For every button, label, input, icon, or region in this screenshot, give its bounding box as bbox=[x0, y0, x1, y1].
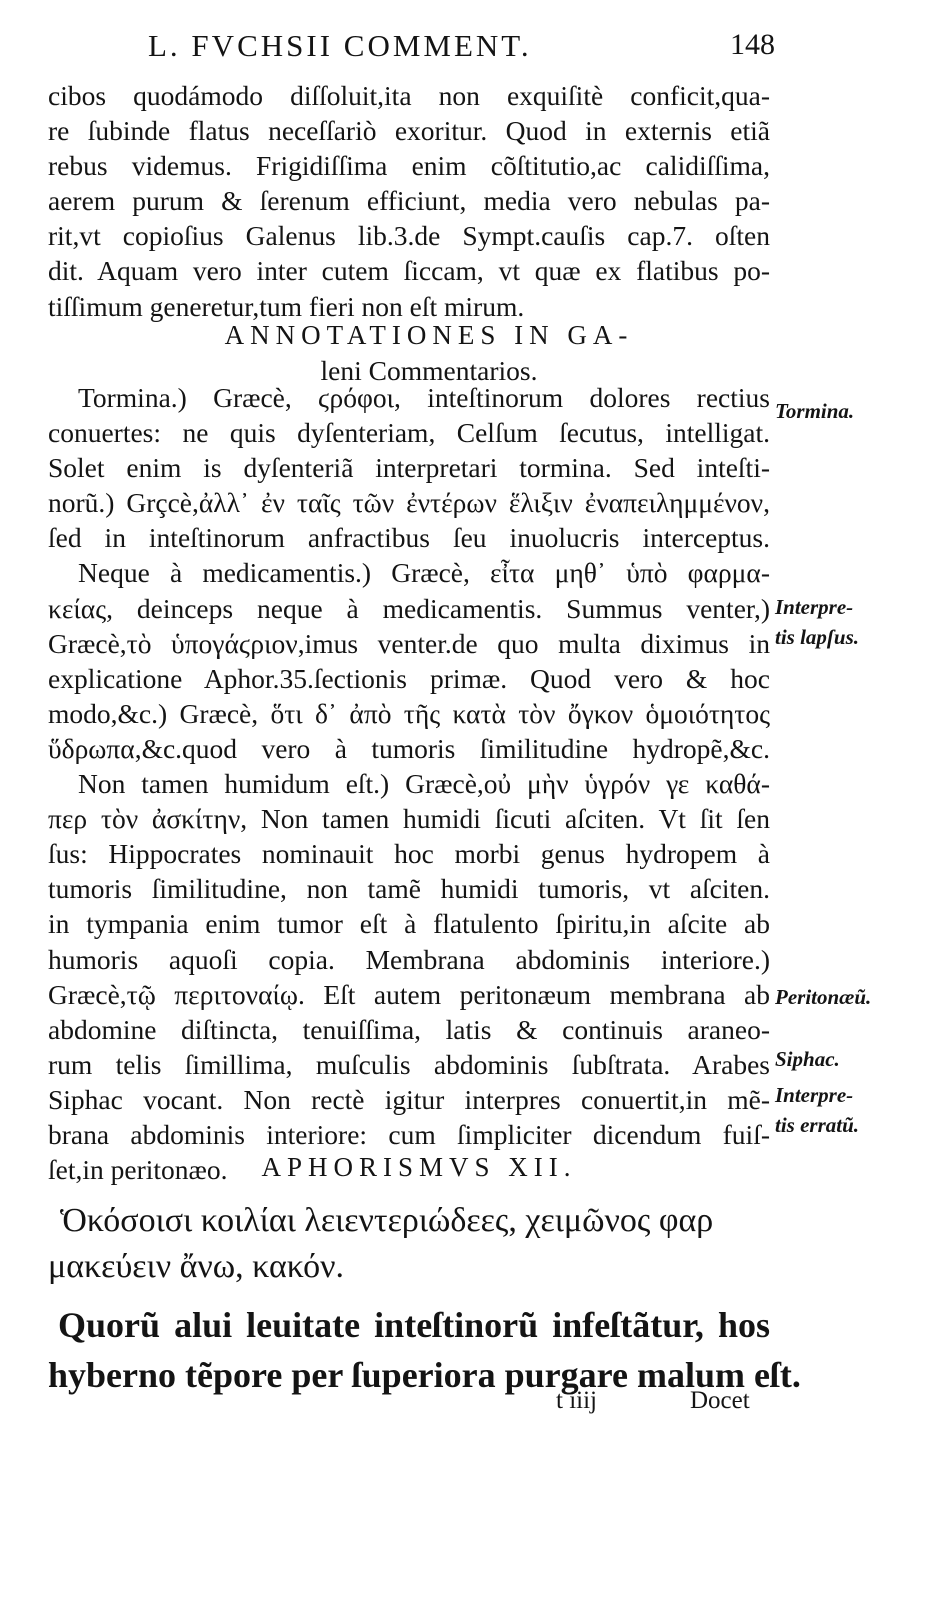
section-heading-continued: leni Commentarios. bbox=[320, 355, 538, 387]
marginal-note-tormina: Tormina. bbox=[775, 399, 855, 423]
text-line: Non tamen humidum eſt.) Græcè,οὐ μὴν ὑγρόν γε καθά- bbox=[78, 768, 770, 800]
latin-line: Quorũ alui leuitate inteſtinorũ infeſtãtur, hos bbox=[58, 1305, 770, 1345]
text-line: Tormina.) Græcè, ϛρόφοι, inteſtinorum dolores rectius bbox=[78, 382, 770, 413]
signature-mark: t iiij bbox=[556, 1387, 597, 1414]
text-line: re ſubinde flatus neceſſariò exoritur. Quod in externis etiã bbox=[48, 115, 770, 147]
annotations-heading bbox=[48, 318, 770, 388]
aphorism-heading-block bbox=[48, 1150, 770, 1185]
text-line: ὕδρωπα,&c.quod vero à tumoris ſimilitudine hydropẽ,&c. bbox=[48, 732, 770, 764]
text-line: norũ.) Grçcè,ἀλλ᾿ ἐν ταῖς τῶν ἐντέρων ἕλιξιν ἐναπειλημμένον, bbox=[48, 487, 770, 519]
text-line: rit,vt copioſius Galenus lib.3.de Sympt.cauſis cap.7. oſten bbox=[48, 220, 770, 252]
text-line: in tympania enim tumor eſt à flatulento ſpiritu,in aſcite ab bbox=[48, 908, 770, 940]
text-line: ſet,in peritonæo. bbox=[48, 1154, 228, 1186]
marginal-note-interpretis-lapsus-2: tis lapſus. bbox=[775, 625, 860, 649]
text-line: Græcè,τὸ ὑπογάϛριον,imus venter.de quo multa diximus in bbox=[48, 627, 770, 659]
text-line: humoris aquoſi copia. Membrana abdominis interiore.) bbox=[48, 943, 770, 975]
paragraph-1 bbox=[48, 78, 770, 324]
text-line: rebus videmus. Frigidiſſima enim cõſtitutio,ac calidiſſima, bbox=[48, 150, 770, 182]
text-line: tumoris ſimilitudine, non tamẽ humidi tumoris, vt aſciten. bbox=[48, 873, 770, 905]
text-line: abdomine diſtincta, tenuiſſima, latis & continuis araneo- bbox=[48, 1013, 770, 1045]
text-line: Græcè,τῷ περιτοναίῳ. Eſt autem peritonæum membrana ab bbox=[48, 978, 770, 1010]
text-line: Neque à medicamentis.) Græcè, εἶτα μηθ᾿ ὑπὸ φαρμα- bbox=[78, 557, 770, 589]
greek-line: Ὁκόσοισι κοιλίαι λειεντεριώδεες, χειμῶνος φαρ bbox=[60, 1202, 714, 1239]
text-line: ſus: Hippocrates nominauit hoc morbi genus hydropem à bbox=[48, 838, 770, 870]
paragraph-2 bbox=[48, 380, 770, 1187]
text-line: dit. Aquam vero inter cutem ſiccam, vt quæ ex flatibus po- bbox=[48, 255, 770, 287]
greek-line: μακεύειν ἄνω, κακόν. bbox=[48, 1248, 345, 1285]
text-line: modo,&c.) Græcè, ὅτι δ᾿ ἀπὸ τῆς κατὰ τὸν ὄγκον ὁμοιότητος bbox=[48, 697, 770, 729]
marginal-note-interpretis-erratum-2: tis erratũ. bbox=[775, 1113, 860, 1137]
latin-aphorism bbox=[48, 1300, 801, 1400]
catchword: Docet bbox=[690, 1387, 750, 1414]
marginal-note-peritonaeum: Peritonæũ. bbox=[775, 985, 872, 1009]
greek-aphorism bbox=[48, 1198, 770, 1290]
text-line: explicatione Aphor.35.ſectionis primæ. Quod vero & hoc bbox=[48, 662, 770, 694]
text-line: tiſſimum generetur,tum fieri non eſt mirum. bbox=[48, 290, 525, 322]
marginal-note-interpretis-lapsus: Interpre- bbox=[775, 595, 854, 619]
text-line: cibos quodámodo diſſoluit,ita non exquiſitè conficit,qua- bbox=[48, 80, 770, 111]
text-line: ſed in inteſtinorum anfractibus ſeu inuolucris interceptus. bbox=[48, 522, 770, 554]
aphorism-heading: APHORISMVS XII. bbox=[261, 1152, 577, 1182]
text-line: Siphac vocant. Non rectè igitur interpres conuertit,in mẽ- bbox=[48, 1083, 770, 1115]
text-line: aerem purum & ſerenum efficiunt, media vero nebulas pa- bbox=[48, 185, 770, 217]
text-line: Solet enim is dyſenteriã interpretari tormina. Sed inteſti- bbox=[48, 452, 770, 484]
marginal-note-interpretis-erratum: Interpre- bbox=[775, 1083, 854, 1107]
page-number: 148 bbox=[730, 28, 775, 61]
text-line: κείας, deinceps neque à medicamentis. Summus venter,) bbox=[48, 592, 770, 624]
latin-line: hyberno tẽpore per ſuperiora purgare malum eſt. bbox=[48, 1355, 801, 1395]
text-line: περ τὸν ἀσκίτην, Non tamen humidi ſicuti aſciten. Vt ſit ſen bbox=[48, 803, 770, 835]
running-title: L. FVCHSII COMMENT. bbox=[148, 28, 532, 63]
text-line: brana abdominis interiore: cum ſimpliciter dicendum fuiſ- bbox=[48, 1118, 770, 1150]
text-line: rum telis ſimillima, muſculis abdominis ſubſtrata. Arabes bbox=[48, 1048, 770, 1080]
marginal-note-siphac: Siphac. bbox=[775, 1047, 840, 1071]
section-heading: ANNOTATIONES IN GA- bbox=[224, 320, 634, 350]
text-line: conuertes: ne quis dyſenteriam, Celſum ſecutus, intelligat. bbox=[48, 417, 770, 449]
